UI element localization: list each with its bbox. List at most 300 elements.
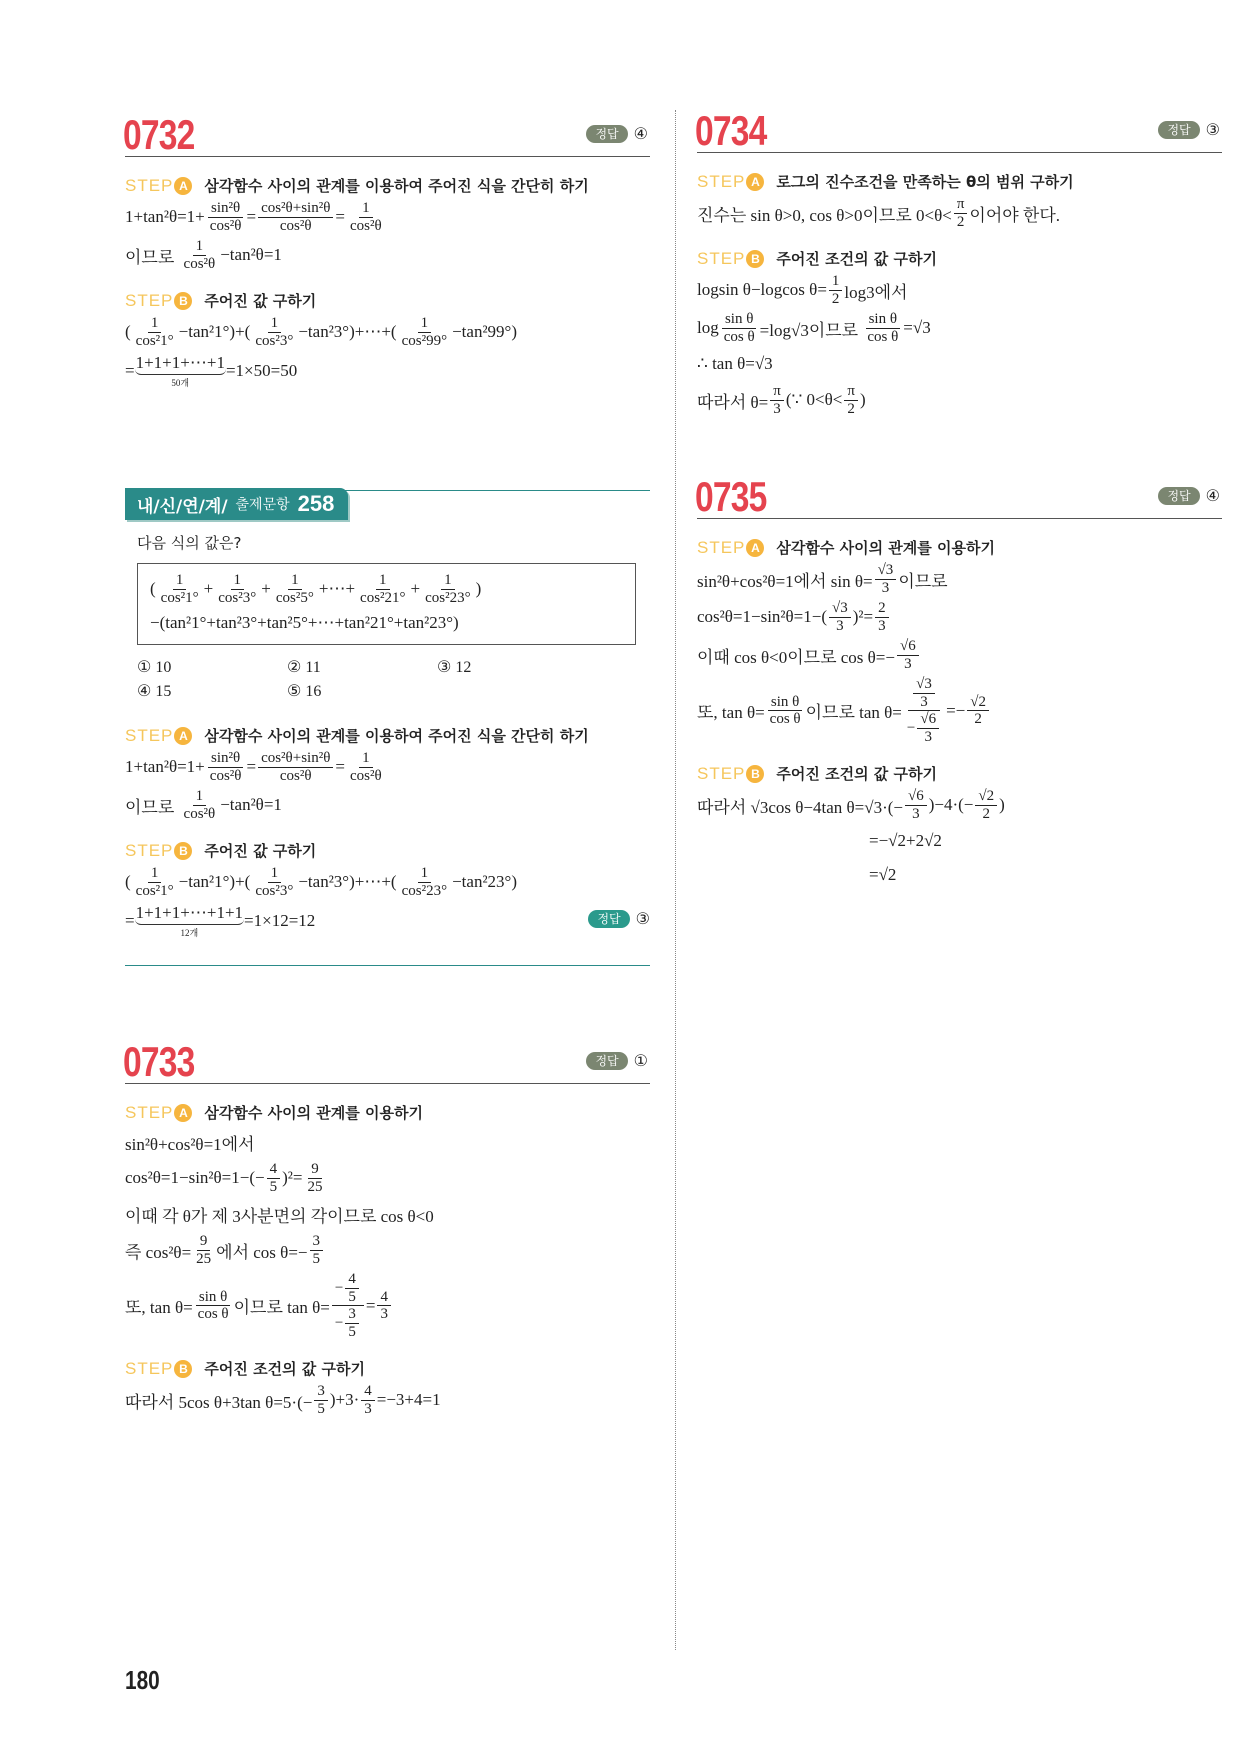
step-title: 주어진 값 구하기 [204,292,317,310]
math-text: √3 [832,600,848,616]
step-title: 주어진 조건의 값 구하기 [776,250,937,268]
fraction [864,311,901,345]
math-text: sin²θ+cos²θ=1에서 [125,1134,255,1154]
math-text: √6 [920,711,937,727]
fraction [195,1289,232,1323]
math-line [697,562,1222,596]
fraction [904,676,944,745]
fraction [357,572,409,606]
fraction-numerator [345,1306,359,1324]
fraction-denominator [829,291,843,308]
fraction-numerator [308,1161,322,1179]
math-line [125,865,650,899]
math-text: 1 [195,238,204,254]
fraction-denominator [133,883,177,900]
step-title: 삼각함수 사이의 관계를 이용하기 [204,1104,423,1122]
underbrace [135,353,226,389]
math-text: cos²θ [183,805,216,822]
math-text: 1 [270,315,279,331]
math-text: 1 [233,572,242,588]
section-end-rule [125,965,650,966]
step-b-body [125,315,650,389]
answer-badge: 정답 [586,1052,627,1070]
step-letter-icon: A [746,539,764,557]
fraction-numerator [314,1383,328,1401]
fraction [875,600,889,634]
fraction-denominator [345,1324,359,1341]
step-label: STEP [697,248,746,268]
math-text: = [365,1295,376,1315]
math-line [125,315,650,349]
fraction [844,383,858,417]
fraction [258,200,333,234]
fraction-denominator [357,590,409,607]
fraction-numerator [875,600,889,618]
step-b-body [697,273,1222,417]
math-text: logsin θ−logcos θ= [697,280,827,299]
step-letter-icon: A [174,1104,192,1122]
fraction-denominator [215,590,259,607]
math-text: =1×50=50 [225,361,298,380]
math-text: cos²θ [209,217,242,234]
fraction-numerator [196,1289,230,1307]
math-text: ) [859,390,866,409]
math-text: 5 [348,1323,356,1340]
fraction-denominator [917,694,931,711]
related-banner [125,488,650,522]
fraction-numerator [345,1271,359,1289]
math-text: ) [999,795,1005,814]
fraction [207,750,245,784]
fraction-numerator [258,750,333,768]
math-text: 3 [924,728,932,745]
banner-rule [345,490,650,491]
math-line [125,788,650,822]
fraction-numerator [975,788,997,806]
math-text: −tan²θ=1 [220,795,282,814]
fraction [967,694,989,728]
math-text: cos²1° [160,589,199,606]
fraction [347,200,385,234]
fraction-numerator [770,383,784,401]
fraction-numerator [377,1289,391,1307]
math-line [125,903,315,939]
math-text: = [125,361,135,380]
fraction-numerator [897,638,919,656]
fraction [399,315,451,349]
fraction [207,200,245,234]
answer-badge: 정답 [1158,121,1199,139]
math-text: √2 [970,693,986,710]
fraction [422,572,474,606]
fraction-denominator [181,806,219,823]
fraction-denominator [207,218,245,235]
math-line [697,638,1222,672]
math-text: =√3 [903,318,931,337]
math-text: √6 [899,638,916,654]
fraction [215,572,259,606]
fraction-denominator [181,256,219,273]
fraction-denominator [879,580,893,597]
step-title: 주어진 조건의 값 구하기 [204,1360,365,1378]
fraction-numerator [231,572,245,590]
math-text: =√2 [869,865,897,884]
fraction-denominator [864,329,901,346]
fraction-denominator [332,1306,364,1340]
answer-badge: 정답 [588,910,629,928]
math-text: cos²θ [279,767,312,784]
math-text: cos²θ [349,217,382,234]
step-label: STEP [697,537,746,557]
fraction-denominator [901,656,915,673]
math-text: 1 [150,865,159,881]
math-text: 4 [364,1383,372,1399]
math-text: −tan²1°)+( [178,872,251,891]
math-text: 4 [348,1271,356,1287]
fraction [252,865,296,899]
math-text: cos²23° [425,589,471,606]
math-text: 3 [364,1400,372,1417]
math-line [125,1271,650,1340]
step-title: 주어진 값 구하기 [204,842,317,860]
math-text: 1 [150,315,159,331]
step-a-heading [697,171,1222,192]
fraction-numerator [359,200,373,218]
math-text: (∵ 0<θ< [785,390,843,409]
fraction-denominator [277,218,315,235]
math-text: 이므로 tan θ= [233,1298,330,1317]
fraction-numerator [359,750,373,768]
banner-title: 내/신/연/계/ [137,496,228,517]
problem-number: 0733 [123,1038,195,1085]
fraction [273,572,317,606]
math-text: cos²θ=1−sin²θ=1−( [697,607,827,626]
fraction-numerator [954,196,968,214]
math-line [125,353,650,389]
fraction-numerator [441,572,455,590]
math-line [697,311,1222,345]
fraction-numerator [173,572,187,590]
math-text: cos²θ=1−sin²θ=1−(− [125,1168,265,1187]
underbrace-label: 12개 [180,928,199,938]
math-text: 이어야 한다. [969,205,1061,225]
problem-number: 0734 [695,107,767,154]
math-text: cos²θ+sin²θ [261,750,331,766]
column-divider [675,110,676,1650]
fraction-numerator [418,315,432,333]
fraction-numerator [208,200,243,218]
math-text: 3 [881,579,890,596]
math-line [697,273,1222,307]
math-text: π [956,196,965,212]
math-text: cos²θ [209,767,242,784]
step-letter-icon: B [746,765,764,783]
fraction-denominator [252,333,296,350]
fraction [377,1289,391,1323]
fraction-denominator [954,214,968,231]
fraction [767,694,804,728]
step-letter-icon: B [174,1360,192,1378]
choice-3: ③ 12 [437,659,472,676]
math-text: cos θ [769,711,801,727]
step-b-heading [697,248,1222,269]
math-text: 2 [982,805,990,822]
fraction-denominator [345,1289,359,1306]
math-line [125,1127,650,1157]
fraction-numerator [844,383,858,401]
fraction-denominator [195,1306,232,1323]
math-text: 3 [904,655,912,672]
answer-choices [137,657,650,701]
fraction-denominator [399,333,451,350]
fraction [917,711,939,745]
step-a-body [125,200,650,272]
fraction-denominator [314,1401,328,1418]
fraction-numerator [148,865,162,883]
math-text: ( [125,322,131,341]
step-a-body [125,1127,650,1340]
math-text: π [773,383,781,399]
step-title: 주어진 조건의 값 구하기 [776,765,937,783]
math-text: sin θ [198,1288,228,1305]
step-label: STEP [125,1102,174,1122]
answer-indicator [1158,120,1220,140]
fraction-denominator [399,883,451,900]
fraction [905,788,927,822]
fraction-denominator [971,711,985,728]
math-text: = [335,757,345,776]
banner-subtitle: 출제문항 [235,497,290,513]
math-text: 1 [175,572,184,588]
fraction-numerator [193,238,207,256]
expression-box [137,563,636,645]
math-line [150,572,623,606]
fraction-numerator [258,200,333,218]
math-text: 즉 cos²θ= [125,1242,192,1262]
step-letter-icon: B [174,842,192,860]
answer-badge: 정답 [586,125,627,143]
fraction-numerator [913,676,935,694]
math-text: sin²θ+cos²θ=1에서 sin θ= [697,571,873,591]
math-text: + [410,579,421,598]
math-text: 5 [269,1178,278,1195]
math-text: ∴ tan θ=√3 [697,354,773,373]
math-text: ( [125,872,131,891]
step-b-body [697,788,1222,890]
math-text: 25 [196,1250,212,1267]
math-text: )+3· [329,1390,360,1409]
fraction [304,1161,325,1195]
fraction [913,676,935,710]
step-b-body [125,1383,650,1417]
fraction [345,1271,359,1305]
step-b-heading [125,290,650,311]
step-label: STEP [125,1358,174,1378]
problem-0734-solution [697,104,1222,417]
fraction [193,1233,214,1267]
step-letter-icon: A [174,177,192,195]
math-text: + [203,579,214,598]
fraction [314,1383,328,1417]
fraction [181,788,219,822]
math-text: 3 [920,693,928,710]
step-a-heading [697,537,1222,558]
math-text: cos²θ [183,255,216,272]
math-text: 1 [362,750,370,766]
math-text: = [246,757,257,776]
fraction [721,311,758,345]
answer-value: ① [633,1053,648,1070]
fraction-numerator [288,572,302,590]
math-text: sin²θ [211,750,241,766]
fraction [158,572,202,606]
math-text: cos²23° [401,882,448,899]
fraction-numerator [917,711,939,729]
math-text: −tan²99°) [452,322,518,341]
math-line [125,750,650,784]
fraction [361,1383,375,1417]
step-title: 삼각함수 사이의 관계를 이용하기 [776,539,995,557]
math-line [697,860,1222,890]
underbrace-expression: 1+1+1+⋯+1 [135,353,226,375]
math-text: 1 [379,572,387,588]
step-a-heading [125,725,650,746]
math-text: 3 [773,400,781,417]
math-text: log3에서 [844,282,908,302]
fraction-denominator [767,711,804,728]
math-text: ( [150,579,156,598]
answer-indicator [1158,486,1220,506]
fraction-denominator [980,806,994,823]
choice-4: ④ 15 [137,683,172,700]
step-label: STEP [125,175,174,195]
step-title: 로그의 진수조건을 만족하는 θ의 범위 구하기 [776,173,1074,191]
math-text: −tan²3°)+⋯+( [298,322,397,341]
fraction-denominator [267,1179,281,1196]
math-text: 5 [348,1288,356,1305]
answer-value: ③ [1205,122,1220,139]
step-title: 삼각함수 사이의 관계를 이용하여 주어진 식을 간단히 하기 [204,177,589,195]
fraction [133,865,177,899]
math-text: sin θ [868,311,898,327]
underbrace-expression: 1+1+1+⋯+1+1 [135,903,244,925]
math-text: cos²θ+sin²θ [261,200,331,216]
math-text: 1 [420,865,429,881]
fraction-numerator [193,788,207,806]
math-text: −tan²1°)+( [178,322,251,341]
step-a-body [697,562,1222,745]
choice-1: ① 10 [137,659,172,676]
math-text: 1 [420,315,429,331]
math-text: ) [475,579,482,598]
math-text: 3 [912,805,920,822]
fraction-numerator [875,562,897,580]
math-line [125,1233,650,1267]
fraction-numerator [332,1271,364,1306]
math-text: 9 [199,1233,208,1249]
math-text: =1×12=12 [244,911,316,930]
math-text: 2 [847,400,855,417]
math-line [150,608,623,638]
math-text: cos²3° [255,882,294,899]
math-text: 5 [317,1400,325,1417]
fraction [875,562,897,596]
step-letter-icon: B [174,292,192,310]
fraction [310,1233,324,1267]
step-label: STEP [125,290,174,310]
problem-number: 0732 [123,111,195,158]
question-text: 다음 식의 값은? [137,534,242,552]
math-text: =−√2+2√2 [869,831,942,850]
problem-0733-solution [125,1035,650,1417]
math-text: 1+tan²θ=1+ [125,207,205,226]
math-text: 진수는 sin θ>0, cos θ>0이므로 0<θ< [697,205,952,225]
answer-indicator [586,1051,648,1071]
math-text: 3 [312,1233,320,1249]
math-line [697,826,1222,856]
problem-number: 0735 [695,473,767,520]
math-text: cos θ [867,328,899,345]
math-text: cos²1° [135,882,174,899]
fraction-numerator [361,1383,375,1401]
step-label: STEP [697,171,746,191]
fraction-numerator [908,676,940,711]
answer-value: ④ [1205,488,1220,505]
problem-header [697,104,1222,153]
math-text: 1 [362,200,370,216]
math-text: cos²5° [275,589,314,606]
underbrace-label: 50개 [171,378,190,388]
math-text: +⋯+ [318,579,356,598]
fraction-denominator [158,590,202,607]
fraction-numerator [148,315,162,333]
math-text: 3 [878,617,886,634]
fraction [345,1306,359,1340]
math-text: =− [946,700,966,720]
fraction-numerator [768,694,802,712]
fraction-numerator [376,572,390,590]
fraction [133,315,177,349]
math-text: cos θ [723,328,755,345]
fraction-numerator [268,315,282,333]
underbrace [135,903,244,939]
math-text: − [334,1314,344,1331]
math-text: −(tan²1°+tan²3°+tan²5°+⋯+tan²21°+tan²23°) [150,613,459,632]
fraction-numerator [267,1161,281,1179]
fraction-numerator [829,273,843,291]
fraction [954,196,968,230]
math-text: cos²1° [135,332,174,349]
math-line [697,600,1222,634]
math-text: − [334,1279,344,1296]
fraction-numerator [967,694,989,712]
math-text: 1 [291,572,299,588]
math-text: =log√3이므로 [759,320,863,340]
math-text: cos²θ [279,217,312,234]
math-text: 3 [836,617,844,634]
fraction [975,788,997,822]
answer-indicator [586,124,648,144]
fraction-denominator [875,618,889,635]
math-text: sin θ [770,693,800,710]
math-text: −tan²θ=1 [220,245,282,264]
fraction-numerator [722,311,756,329]
choice-2: ② 11 [287,659,321,676]
math-text: √3 [916,676,932,692]
fraction-denominator [347,768,385,785]
math-text: cos²θ [349,767,382,784]
math-text: cos θ [197,1306,229,1322]
